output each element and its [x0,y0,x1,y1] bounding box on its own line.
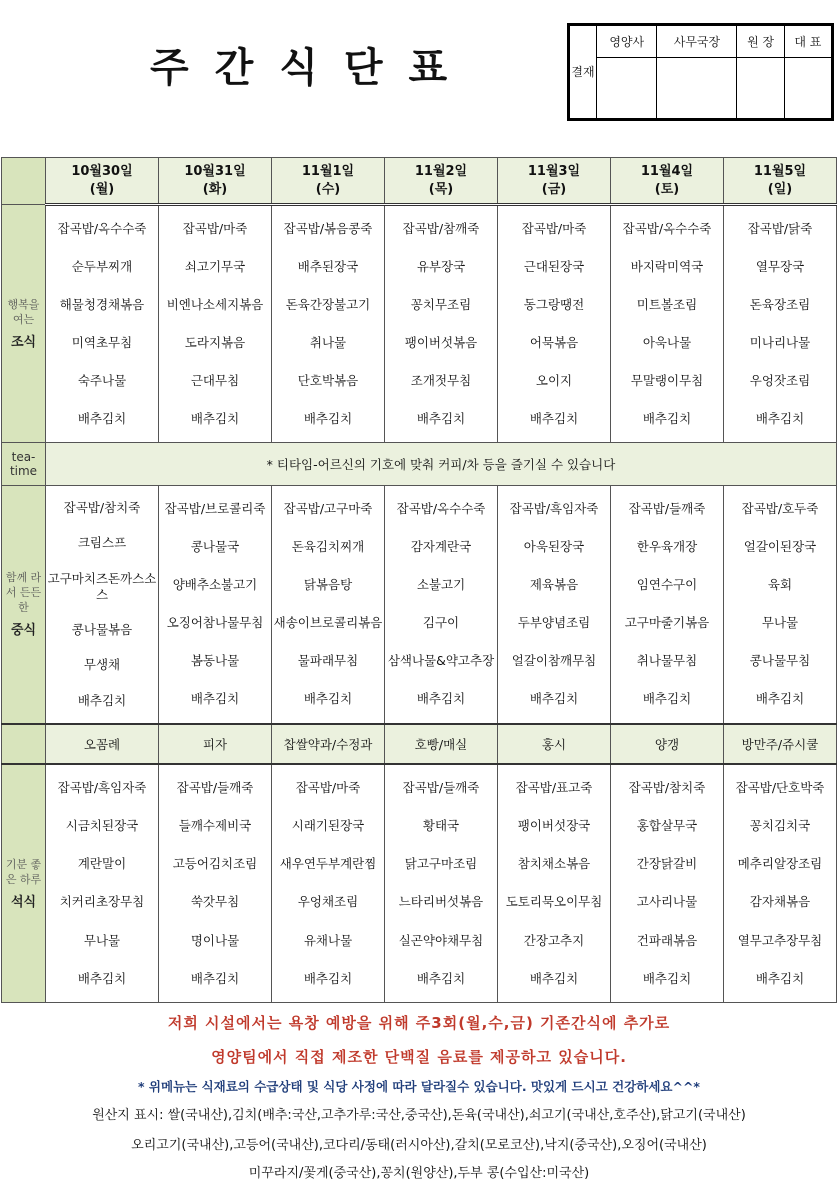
approval-box [567,23,834,121]
snack-row [2,724,837,764]
snack-label-cell [2,724,46,764]
tea-time-label: tea-time [2,443,46,486]
day-header-row [2,158,837,205]
snack-cell: 찹쌀약과/수정과 [272,724,385,764]
menu-cell: 잡곡밥/마죽 근대된장국 동그랑땡전 어묵볶음 오이지 배추김치 [498,205,611,443]
approval-sign-cell [784,58,831,119]
lunch-row [2,486,837,724]
menu-cell: 잡곡밥/단호박죽 꽁치김치국 메추리알장조림 감자채볶음 열무고추장무침 배추김치 [724,764,837,1003]
approval-sign-cell [737,58,784,119]
page-title: 주간식단표 [150,45,474,91]
menu-cell: 잡곡밥/표고죽 팽이버섯장국 참치채소볶음 도토리묵오이무침 간장고추지 배추김치 [498,764,611,1003]
dinner-row [2,764,837,1003]
tea-time-row [2,443,837,486]
day-header: 10월30일 (월) [46,158,159,205]
menu-cell: 잡곡밥/들깨죽 들깨수제비국 고등어김치조림 쑥갓무침 명이나물 배추김치 [159,764,272,1003]
menu-cell: 잡곡밥/참치죽 홍합살무국 간장닭갈비 고사리나물 건파래볶음 배추김치 [611,764,724,1003]
snack-cell: 방만주/쥬시쿨 [724,724,837,764]
day-header: 11월1일 (수) [272,158,385,205]
menu-cell: 잡곡밥/옥수수죽 순두부찌개 해물청경채볶음 미역초무침 숙주나물 배추김치 [46,205,159,443]
corner-cell [2,158,46,205]
day-header: 11월2일 (목) [385,158,498,205]
snack-cell: 홍시 [498,724,611,764]
breakfast-row [2,205,837,443]
snack-cell: 오꼼례 [46,724,159,764]
approval-side-label: 결재 [570,26,597,119]
menu-cell: 잡곡밥/브로콜리죽 콩나물국 양배추소불고기 오징어참나물무침 봄동나물 배추김치 [159,486,272,724]
snack-cell: 양갱 [611,724,724,764]
menu-cell: 잡곡밥/호두죽 얼갈이된장국 육회 무나물 콩나물무침 배추김치 [724,486,837,724]
menu-cell: 잡곡밥/옥수수죽 바지락미역국 미트볼조림 아욱나물 무말랭이무침 배추김치 [611,205,724,443]
menu-cell: 잡곡밥/마죽 쇠고기무국 비엔나소세지볶음 도라지볶음 근대무침 배추김치 [159,205,272,443]
menu-cell: 잡곡밥/옥수수죽 감자계란국 소불고기 김구이 삼색나물&약고추장 배추김치 [385,486,498,724]
approval-header: 원 장 [737,26,784,58]
snack-cell: 피자 [159,724,272,764]
breakfast-label: 행복을 여는 조식 [2,205,46,443]
menu-cell: 잡곡밥/참치죽 크림스프 고구마치즈돈까스소스 콩나물볶음 무생채 배추김치 [46,486,159,724]
dinner-label: 기분 좋은 하루 석식 [2,764,46,1003]
approval-header: 대 표 [784,26,831,58]
menu-cell: 잡곡밥/고구마죽 돈육김치찌개 닭볶음탕 새송이브로콜리볶음 물파래무침 배추김치 [272,486,385,724]
menu-cell: 잡곡밥/마죽 시래기된장국 새우연두부계란찜 우엉채조림 유채나물 배추김치 [272,764,385,1003]
lunch-label: 함께 라서 든든한 중식 [2,486,46,724]
origin-label-line-1: 원산지 표시: 쌀(국내산),김치(배추:국산,고추가루:국산,중국산),돈육(국내산),쇠고기(국내산,호주산),닭고기(국내산) [92,1108,746,1123]
menu-cell: 잡곡밥/들깨죽 황태국 닭고구마조림 느타리버섯볶음 실곤약야채무침 배추김치 [385,764,498,1003]
day-header: 10월31일 (화) [159,158,272,205]
weekly-menu-table [1,157,837,1003]
menu-cell: 잡곡밥/들깨죽 한우육개장 임연수구이 고구마줄기볶음 취나물무침 배추김치 [611,486,724,724]
day-header: 11월4일 (토) [611,158,724,205]
tea-time-text: * 티타임-어르신의 기호에 맞춰 커피/차 등을 즐기실 수 있습니다 [46,443,837,486]
approval-header: 영양사 [597,26,657,58]
day-header: 11월5일 (일) [724,158,837,205]
protein-drink-notice-line-1: 저희 시설에서는 욕창 예방을 위해 주3회(월,수,금) 기존간식에 추가로 [167,1014,671,1032]
protein-drink-notice-line-2: 영양팀에서 직접 제조한 단백질 음료를 제공하고 있습니다. [211,1048,627,1066]
approval-sign-cell [597,58,657,119]
menu-cell: 잡곡밥/흑임자죽 시금치된장국 계란말이 치커리초장무침 무나물 배추김치 [46,764,159,1003]
menu-cell: 잡곡밥/닭죽 열무장국 돈육장조림 미나리나물 우엉잣조림 배추김치 [724,205,837,443]
approval-header: 사무국장 [657,26,737,58]
day-header: 11월3일 (금) [498,158,611,205]
menu-cell: 잡곡밥/참깨죽 유부장국 꽁치무조림 팽이버섯볶음 조개젓무침 배추김치 [385,205,498,443]
approval-sign-cell [657,58,737,119]
origin-label-line-2: 오리고기(국내산),고등어(국내산),코다리/동태(러시아산),갈치(모로코산),낙지(중국산),오징어(국내산) [131,1138,707,1153]
menu-change-notice: * 위메뉴는 식재료의 수급상태 및 식당 사정에 따라 달라질수 있습니다. 맛있게 드시고 건강하세요^^* [138,1079,700,1094]
snack-cell: 호빵/매실 [385,724,498,764]
origin-label-line-3: 미꾸라지/꽃게(중국산),꽁치(원양산),두부 콩(수입산:미국산) [248,1166,590,1181]
menu-cell: 잡곡밥/흑임자죽 아욱된장국 제육볶음 두부양념조림 얼갈이참깨무침 배추김치 [498,486,611,724]
menu-cell: 잡곡밥/볶음콩죽 배추된장국 돈육간장불고기 취나물 단호박볶음 배추김치 [272,205,385,443]
